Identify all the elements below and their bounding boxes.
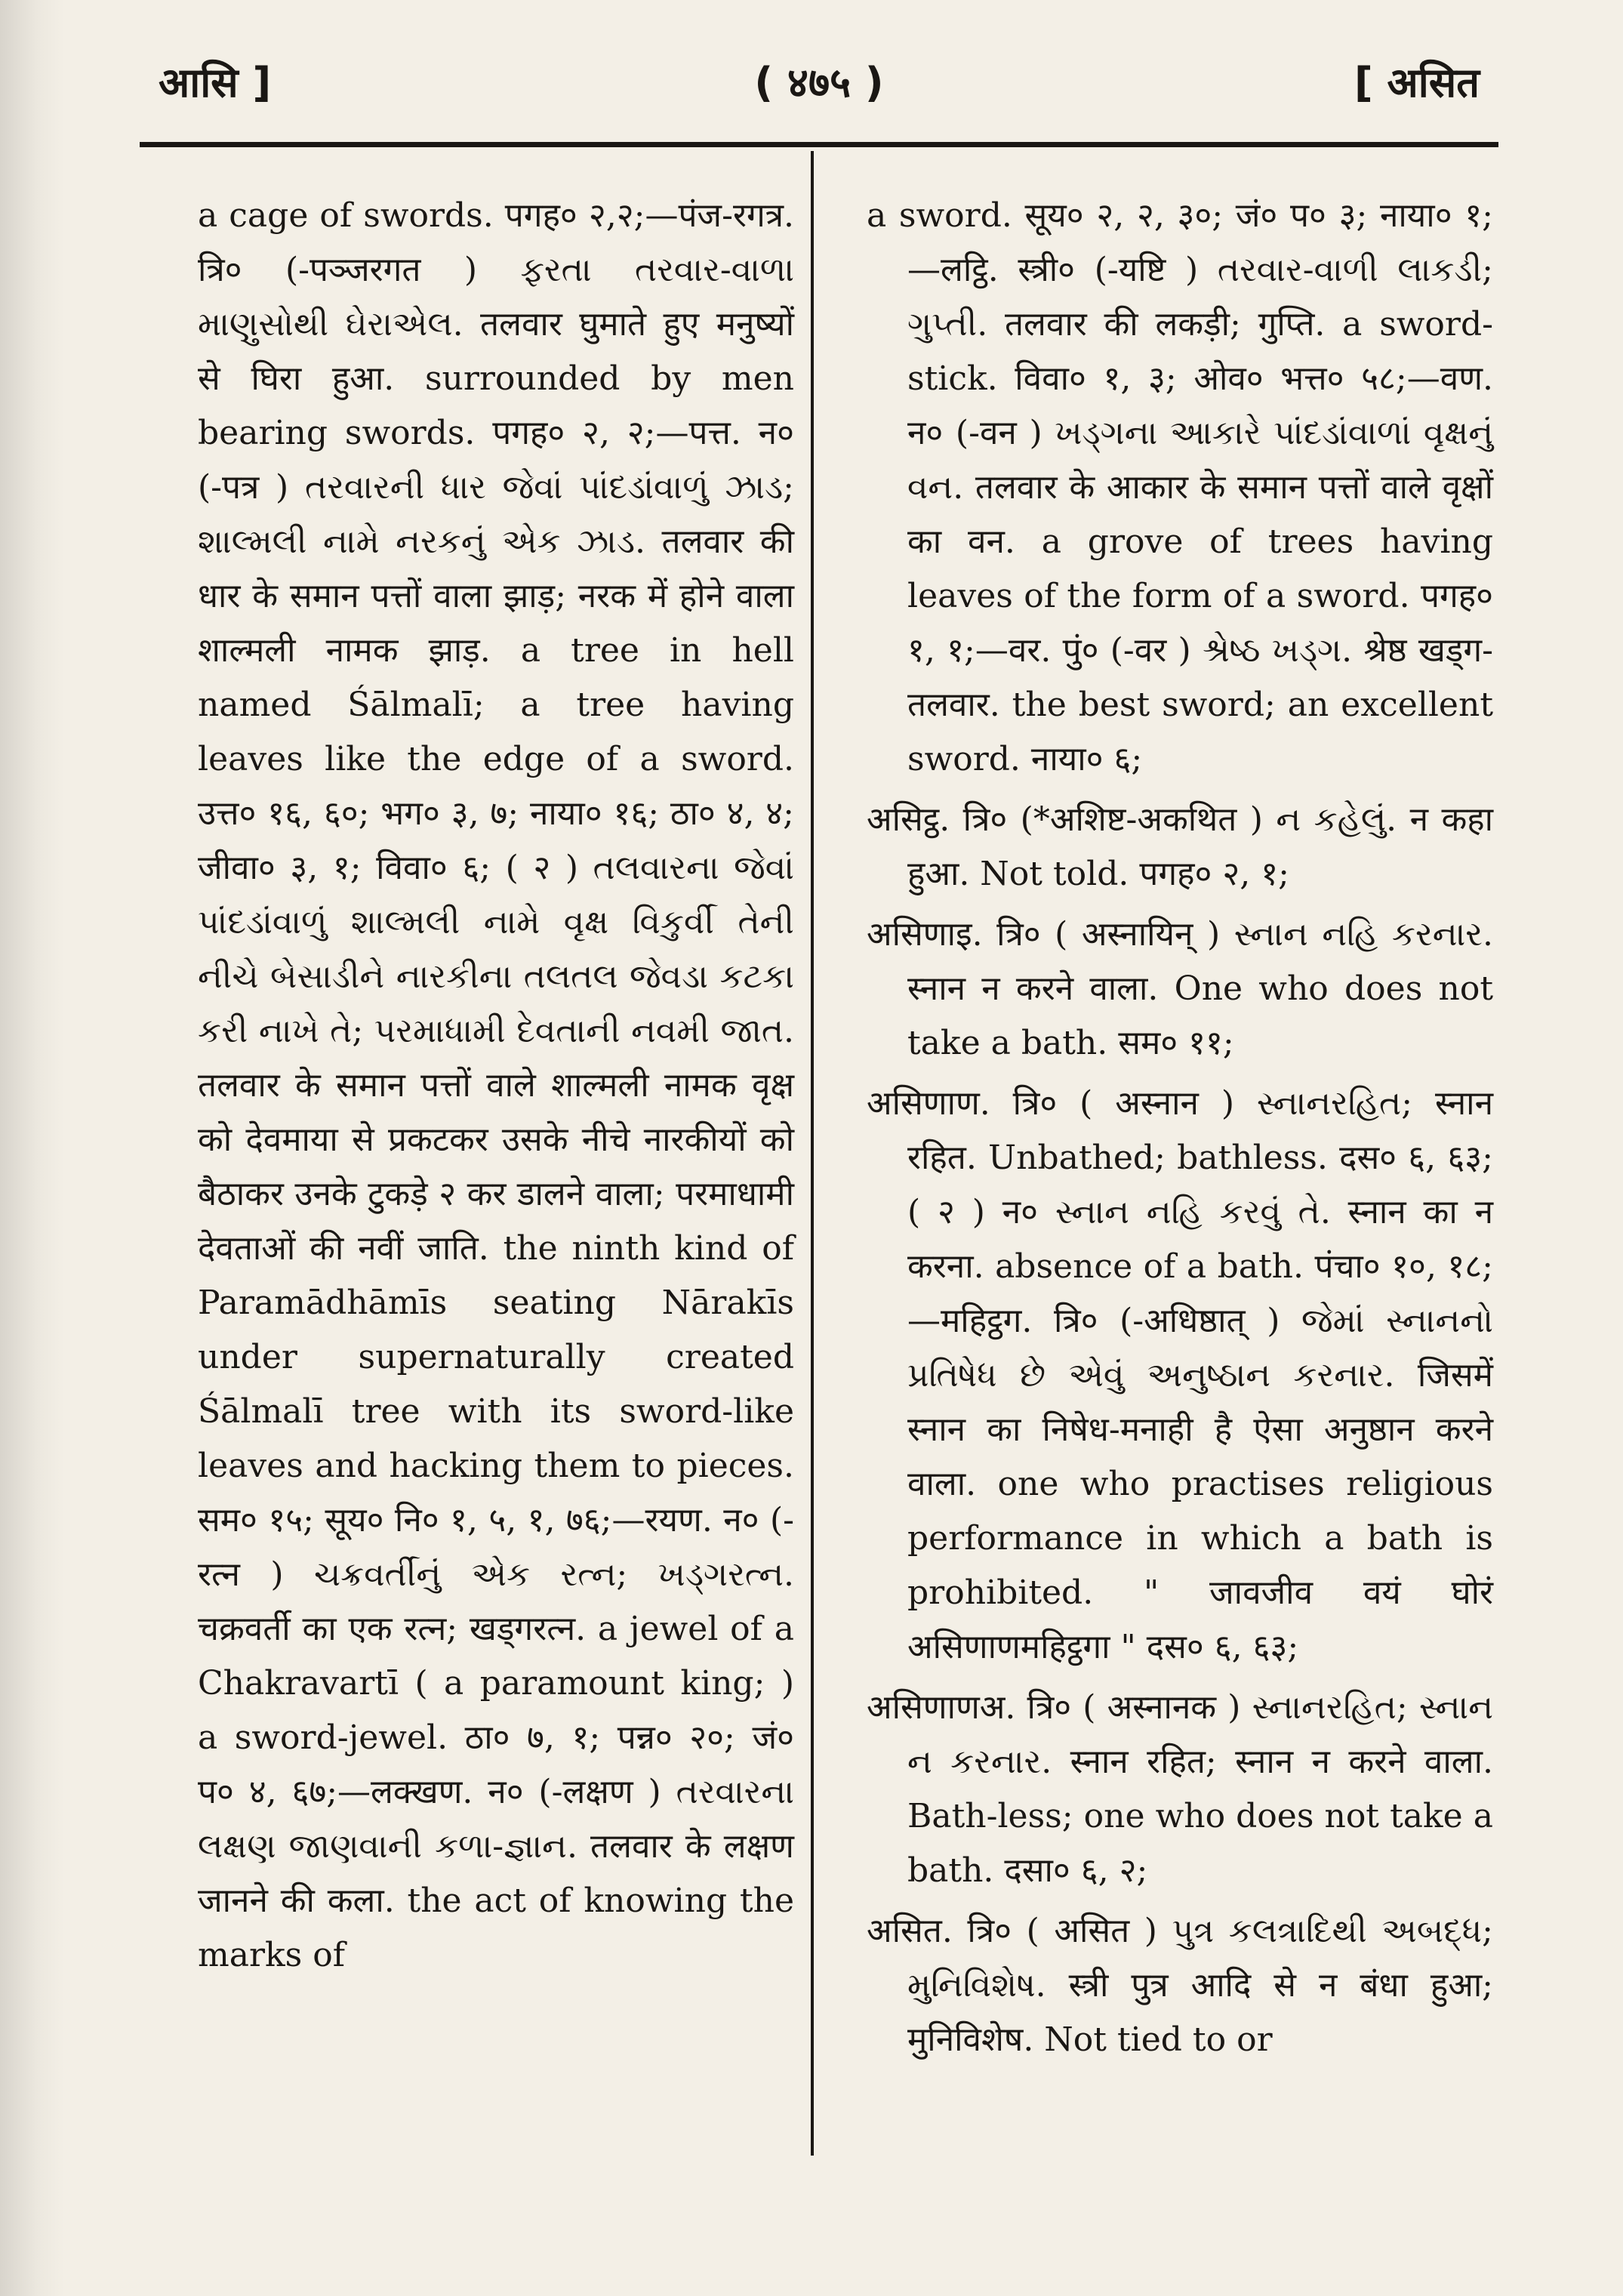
entry-asita: असित. त्रि० ( असित ) પુત્ર કલત્રાદિથી અબદ્ધ; મુનિવિશેષ. स्त्री पुत्र आदि से न बंधा हुआ; मुनिविशेष. Not tied to or: [867, 1912, 1493, 2059]
entry-asittha: असिट्ठ. त्रि० (*अशिष्ट-अकथित ) ન કહેલું. न कहा हुआ. Not told. पगह० २, १;: [867, 800, 1493, 893]
entry-asinanaa: असिणाणअ. त्रि० ( अस्नानक ) સ્નાનરહિત; સ્નાન ન કરનાર. स्नान रहित; स्नान न करने वाला. Bath-less; one who does not take a bath. दसा० ६, २;: [867, 1688, 1493, 1890]
column-divider: [811, 151, 814, 2156]
binding-edge-shadow: [0, 0, 64, 2296]
entry-asinai: असिणाइ. त्रि० ( अस्नायिन् ) સ્નાન નહિ કરનાર. स्नान न करने वाला. One who does not take a bath. सम० ११;: [867, 915, 1493, 1062]
header-left-guide-word: आसि ]: [159, 59, 272, 106]
page-number: ( ४७५ ): [754, 59, 884, 106]
entry-asinana: असिणाण. त्रि० ( अस्नान ) સ્નાનરહિત; स्नान रहित. Unbathed; bathless. दस० ६, ६३; ( २ ) न० સ્નાન નહિ કરવું તે. स्नान का न करना. absence of a bath. पंचा० १०, १८;—महिट्ठग. त्रि० (-अधिष्ठात् ) જેમાં સ્નાનનો પ્રતિષેધ છે એવું અનુષ્ઠાન કરનાર. जिसमें स्नान का निषेध-मनाही है ऐसा अनुष्ठान करने वाला. one who practises religious performance in which a bath is prohibited. " जावजीव वयं घोरं असिणाणमहिट्ठगा " दस० ६, ६३;: [867, 1084, 1493, 1666]
header-rule: [140, 142, 1498, 147]
entry-continuation: a cage of swords. पगह० २,२;—पंज-रगत्र. त्रि० (-पञ्जरगत ) ફરતા તરવાર-વાળા માણુસોથી ઘેરાએલ. तलवार घुमाते हुए मनुष्यों से घिरा हुआ. surrounded by men bearing swords. पगह० २, २;—पत्त. न० (-पत्र ) તરવારની ધાર જેવાં પાંદડાંવાળું ઝાડ; શાલ્મલી નામે નરકનું એક ઝાડ. तलवार की धार के समान पत्तों वाला झाड़; नरक में होने वाला शाल्मली नामक झाड़. a tree in hell named Śālmalī; a tree having leaves like the edge of a sword. उत्त० १६, ६०; भग० ३, ७; नाया० १६; ठा० ४, ४; जीवा० ३, १; विवा० ६; ( २ ) તલવારના જેવાં પાંદડાંવાળું શાલ્મલી નામે વૃક્ષ વિકુર્વી તેની નીચે બેસાડીને નારકીના તલતલ જેવડા કટકા કરી નાખે તે; પરમાધામી દેવતાની નવમી જાત. तलवार के समान पत्तों वाले शाल्मली नामक वृक्ष को देवमाया से प्रकटकर उसके नीचे नारकीयों को बैठाकर उनके टुकड़े २ कर डालने वाला; परमाधामी देवताओं की नवीं जाति. the ninth kind of Paramādhāmīs seating Nārakīs under supernaturally created Śālmalī tree with its sword-like leaves and hacking them to pieces. सम० १५; सूय० नि० १, ५, १, ७६;—रयण. न० (-रत्न ) ચક્રવર્તીનું એક રત્ન; ખડ્ગરત્ન. चक्रवर्ती का एक रत्न; खड्गरत्न. a jewel of a Chakravartī ( a paramount king; ) a sword-jewel. ठा० ७, १; पन्न० २०; जं० प० ४, ६७;—लक्खण. न० (-लक्षण ) તરવારના લક્ષણ જાણવાની કળા-જ્ઞાન. तलवार के लक्षण जानने की कला. the act of knowing the marks of: [198, 196, 794, 1974]
page-header: [143, 45, 1495, 113]
right-column: [867, 189, 1493, 2073]
header-right-guide-word: [ असित: [1354, 59, 1480, 106]
left-column: [198, 189, 794, 1989]
entry-continuation: a sword. सूय० २, २, ३०; जं० प० ३; नाया० १;—लट्ठि. स्त्री० (-यष्टि ) તરવાર-વાળી લાકડી; ગુપ્તી. तलवार की लकड़ी; गुप्ति. a sword-stick. विवा० १, ३; ओव० भत्त० ५८;—वण. न० (-वन ) ખડ્ગના આકારે પાંદડાંવાળાં વૃક્ષનું વન. तलवार के आकार के समान पत्तों वाले वृक्षों का वन. a grove of trees having leaves of the form of a sword. पगह० १, १;—वर. पुं० (-वर ) શ્રેષ્ઠ ખડ્ગ. श्रेष्ठ खड्ग-तलवार. the best sword; an excellent sword. नाया० ६;: [867, 196, 1493, 778]
